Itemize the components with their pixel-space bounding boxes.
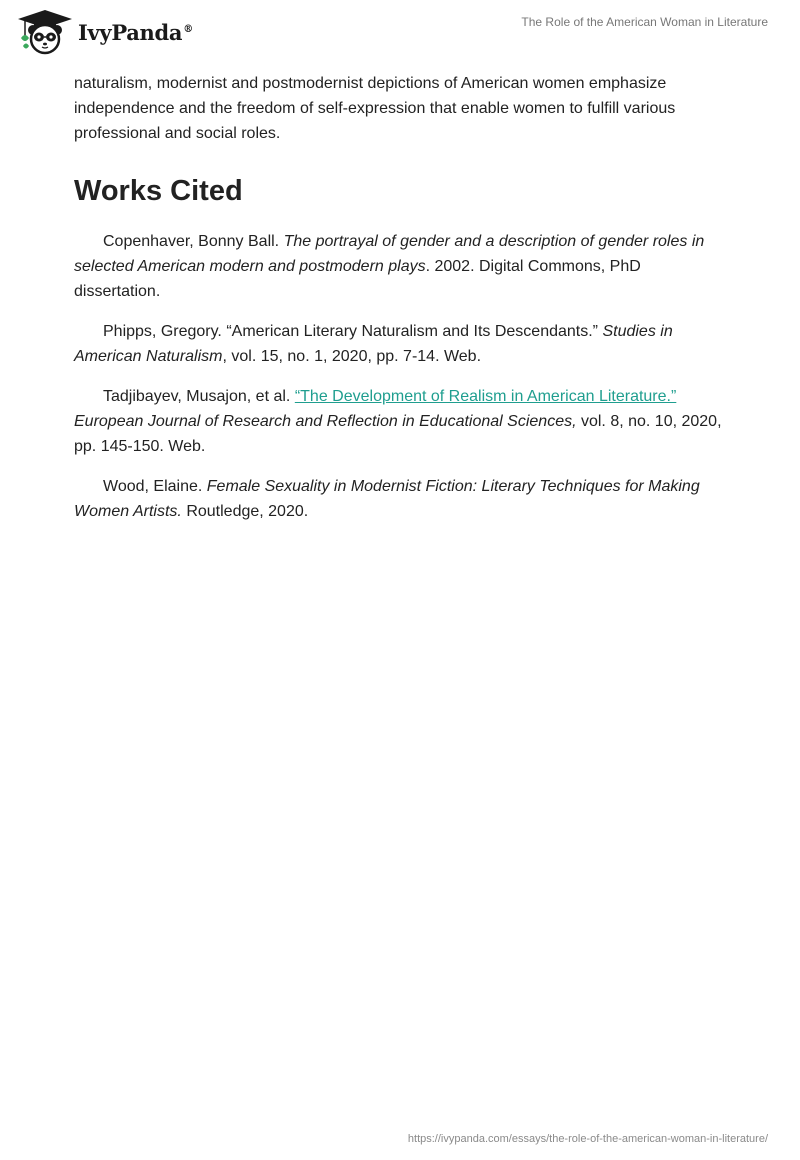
citation-entry: Phipps, Gregory. “American Literary Naturalism and Its Descendants.” Studies in American Naturalism, vol. 15, no. 1, 2020, pp. 7-14. Web.	[74, 323, 673, 365]
citation-link[interactable]: “The Development of Realism in American Literature.”	[294, 388, 677, 405]
panda-graduate-icon	[16, 8, 74, 56]
citation-entry: Copenhaver, Bonny Ball. The portrayal of gender and a description of gender roles in selected American modern and postmodern plays. 2002. Digital Commons, PhD dissertation.	[74, 233, 705, 300]
footer-url[interactable]: https://ivypanda.com/essays/the-role-of-the-american-woman-in-literature/	[407, 1133, 768, 1145]
intro-paragraph: naturalism, modernist and postmodernist depictions of American women emphasize independence and the freedom of self-expression that enable women to fulfill various professional and social roles.	[74, 75, 676, 142]
document-body	[74, 71, 724, 539]
citation-entry: Wood, Elaine. Female Sexuality in Modernist Fiction: Literary Techniques for Making Women Artists. Routledge, 2020.	[74, 478, 700, 520]
logo-wordmark: IvyPanda®	[78, 19, 193, 45]
works-cited-heading: Works Cited	[74, 175, 243, 207]
citation-entry: Tadjibayev, Musajon, et al. “The Development of Realism in American Literature.” European Journal of Research and Reflection in Educational Sciences, vol. 8, no. 10, 2020, pp. 145-150. Web.	[74, 388, 722, 455]
page-header	[0, 0, 800, 60]
document-running-title: The Role of the American Woman in Literature	[521, 15, 768, 29]
ivypanda-logo[interactable]	[16, 8, 193, 56]
